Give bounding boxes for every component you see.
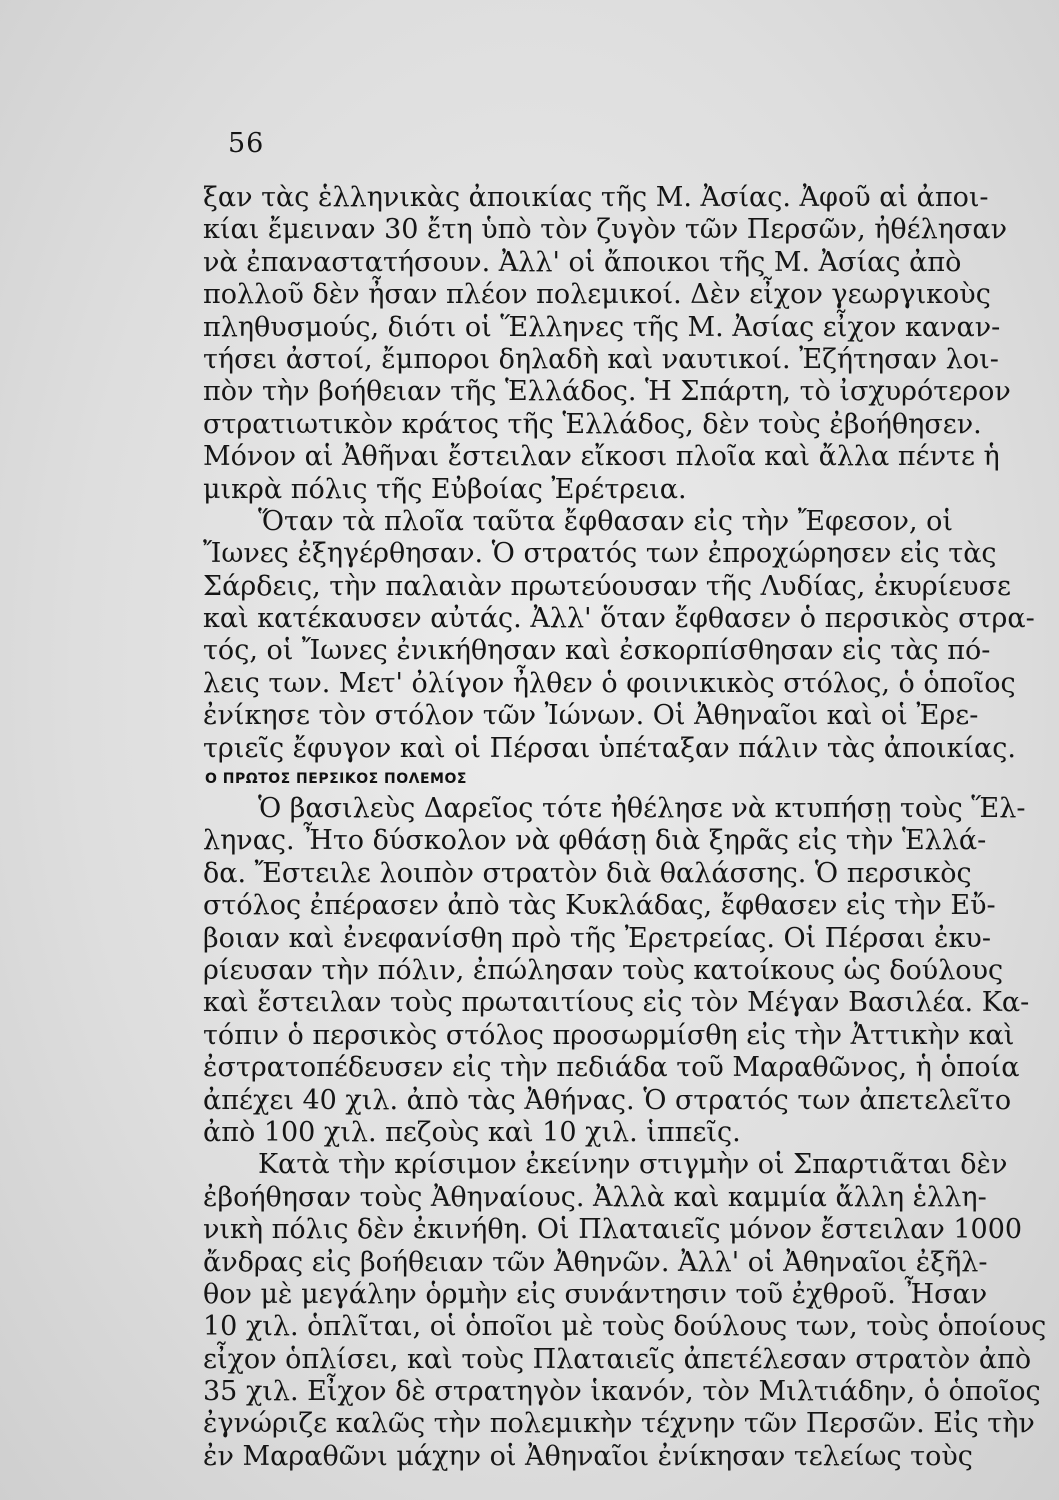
text-line: τός, οἱ Ἴωνες ἐνικήθησαν καὶ ἐσκορπίσθησαν εἰς τὰς πό-	[203, 635, 991, 667]
text-line: ἐστρατοπέδευσεν εἰς τὴν πεδιάδα τοῦ Μαραθῶνος, ἡ ὁποία	[203, 1052, 1020, 1084]
text-line: καὶ ἔστειλαν τοὺς πρωταιτίους εἰς τὸν Μέγαν Βασιλέα. Κα-	[203, 987, 1030, 1019]
text-line: καὶ κατέκαυσεν αὐτάς. Ἀλλ' ὅταν ἔφθασεν ὁ περσικὸς στρα-	[203, 603, 1035, 635]
page-number: 56	[228, 128, 265, 159]
text-line: ἀπέχει 40 χιλ. ἀπὸ τὰς Ἀθήνας. Ὁ στρατός των ἀπετελεῖτο	[203, 1084, 1012, 1116]
text-line: βοιαν καὶ ἐνεφανίσθη πρὸ τῆς Ἐρετρείας. Οἱ Πέρσαι ἐκυ-	[203, 922, 991, 954]
text-line: ἐβοήθησαν τοὺς Ἀθηναίους. Ἀλλὰ καὶ καμμία ἄλλη ἑλλη-	[203, 1181, 987, 1213]
text-line: ἀπὸ 100 χιλ. πεζοὺς καὶ 10 χιλ. ἱππεῖς.	[203, 1116, 741, 1148]
text-line: Ἴωνες ἐξηγέρθησαν. Ὁ στρατός των ἐπροχώρησεν εἰς τὰς	[203, 538, 997, 570]
text-line: ρίευσαν τὴν πόλιν, ἐπώλησαν τοὺς κατοίκους ὡς δούλους	[203, 954, 1004, 986]
text-line: νικὴ πόλις δὲν ἐκινήθη. Οἱ Πλαταιεῖς μόνον ἔστειλαν 1000	[203, 1214, 1023, 1246]
text-line: τόπιν ὁ περσικὸς στόλος προσωρμίσθη εἰς τὴν Ἀττικὴν καὶ	[203, 1019, 1015, 1051]
text-line: θον μὲ μεγάλην ὁρμὴν εἰς συνάντησιν τοῦ ἐχθροῦ. Ἦσαν	[203, 1278, 988, 1310]
text-line: ἐγνώριζε καλῶς τὴν πολεμικὴν τέχνην τῶν Περσῶν. Εἰς τὴν	[203, 1408, 1035, 1440]
text-line: πὸν τὴν βοήθειαν τῆς Ἑλλάδος. Ἡ Σπάρτη, τὸ ἰσχυρότερον	[203, 376, 1011, 408]
text-line: Σάρδεις, τὴν παλαιὰν πρωτεύουσαν τῆς Λυδίας, ἐκυρίευσε	[203, 570, 1012, 602]
text-line: μικρὰ πόλις τῆς Εὐβοίας Ἐρέτρεια.	[203, 473, 687, 505]
text-line: κίαι ἔμειναν 30 ἔτη ὑπὸ τὸν ζυγὸν τῶν Περσῶν, ἠθέλησαν	[203, 214, 1008, 246]
text-line: τριεῖς ἔφυγον καὶ οἱ Πέρσαι ὑπέταξαν πάλιν τὰς ἀποικίας.	[203, 732, 1016, 764]
text-line: ἐνίκησε τὸν στόλον τῶν Ἰώνων. Οἱ Ἀθηναῖοι καὶ οἱ Ἐρε-	[203, 700, 979, 732]
text-line: ξαν τὰς ἑλληνικὰς ἀποικίας τῆς Μ. Ἀσίας. Ἀφοῦ αἱ ἀποι-	[203, 182, 989, 213]
text-line: 35 χιλ. Εἶχον δὲ στρατηγὸν ἱκανόν, τὸν Μιλτιάδην, ὁ ὁποῖος	[203, 1376, 1041, 1408]
text-line: πληθυσμούς, διότι οἱ Ἕλληνες τῆς Μ. Ἀσίας εἶχον καναν-	[203, 311, 1001, 343]
text-line: Μόνον αἱ Ἀθῆναι ἔστειλαν εἴκοσι πλοῖα καὶ ἄλλα πέντε ἡ	[203, 441, 1000, 473]
text-line: ἐν Μαραθῶνι μάχην οἱ Ἀθηναῖοι ἐνίκησαν τελείως τοὺς	[203, 1440, 973, 1472]
text-line: νὰ ἐπαναστατήσουν. Ἀλλ' οἱ ἄποικοι τῆς Μ. Ἀσίας ἀπὸ	[203, 246, 962, 278]
text-line: λεις των. Μετ' ὀλίγον ἦλθεν ὁ φοινικικὸς στόλος, ὁ ὁποῖος	[203, 667, 1016, 699]
text-line: στόλος ἐπέρασεν ἀπὸ τὰς Κυκλάδας, ἔφθασεν εἰς τὴν Εὔ-	[203, 890, 996, 922]
body-text	[203, 182, 1047, 1473]
text-line: 10 χιλ. ὁπλῖται, οἱ ὁποῖοι μὲ τοὺς δούλους των, τοὺς ὁποίους	[203, 1311, 1047, 1343]
text-line: ἄνδρας εἰς βοήθειαν τῶν Ἀθηνῶν. Ἀλλ' οἱ Ἀθηναῖοι ἐξῆλ-	[203, 1246, 988, 1278]
text-line: Κατὰ τὴν κρίσιμον ἐκείνην στιγμὴν οἱ Σπαρτιᾶται δὲν	[258, 1149, 1008, 1181]
text-line: δα. Ἔστειλε λοιπὸν στρατὸν διὰ θαλάσσης. Ὁ περσικὸς	[203, 857, 972, 889]
text-line: ληνας. Ἦτο δύσκολον νὰ φθάσῃ διὰ ξηρᾶς εἰς τὴν Ἑλλά-	[203, 825, 987, 857]
text-line: πολλοῦ δὲν ἦσαν πλέον πολεμικοί. Δὲν εἶχον γεωργικοὺς	[203, 279, 991, 311]
text-line: εἶχον ὁπλίσει, καὶ τοὺς Πλαταιεῖς ἀπετέλεσαν στρατὸν ἀπὸ	[203, 1343, 1032, 1375]
text-line: τήσει ἀστοί, ἔμποροι δηλαδὴ καὶ ναυτικοί. Ἐζήτησαν λοι-	[203, 343, 999, 375]
section-heading: Ο ΠΡΩΤΟΣ ΠΕΡΣΙΚΟΣ ΠΟΛΕΜΟΣ	[205, 771, 467, 788]
text-line: Ὅταν τὰ πλοῖα ταῦτα ἔφθασαν εἰς τὴν Ἔφεσον, οἱ	[258, 505, 953, 537]
text-line: στρατιωτικὸν κράτος τῆς Ἑλλάδος, δὲν τοὺς ἐβοήθησεν.	[203, 408, 982, 440]
text-line: Ὁ βασιλεὺς Δαρεῖος τότε ἠθέλησε νὰ κτυπήσῃ τοὺς Ἕλ-	[258, 793, 1026, 825]
